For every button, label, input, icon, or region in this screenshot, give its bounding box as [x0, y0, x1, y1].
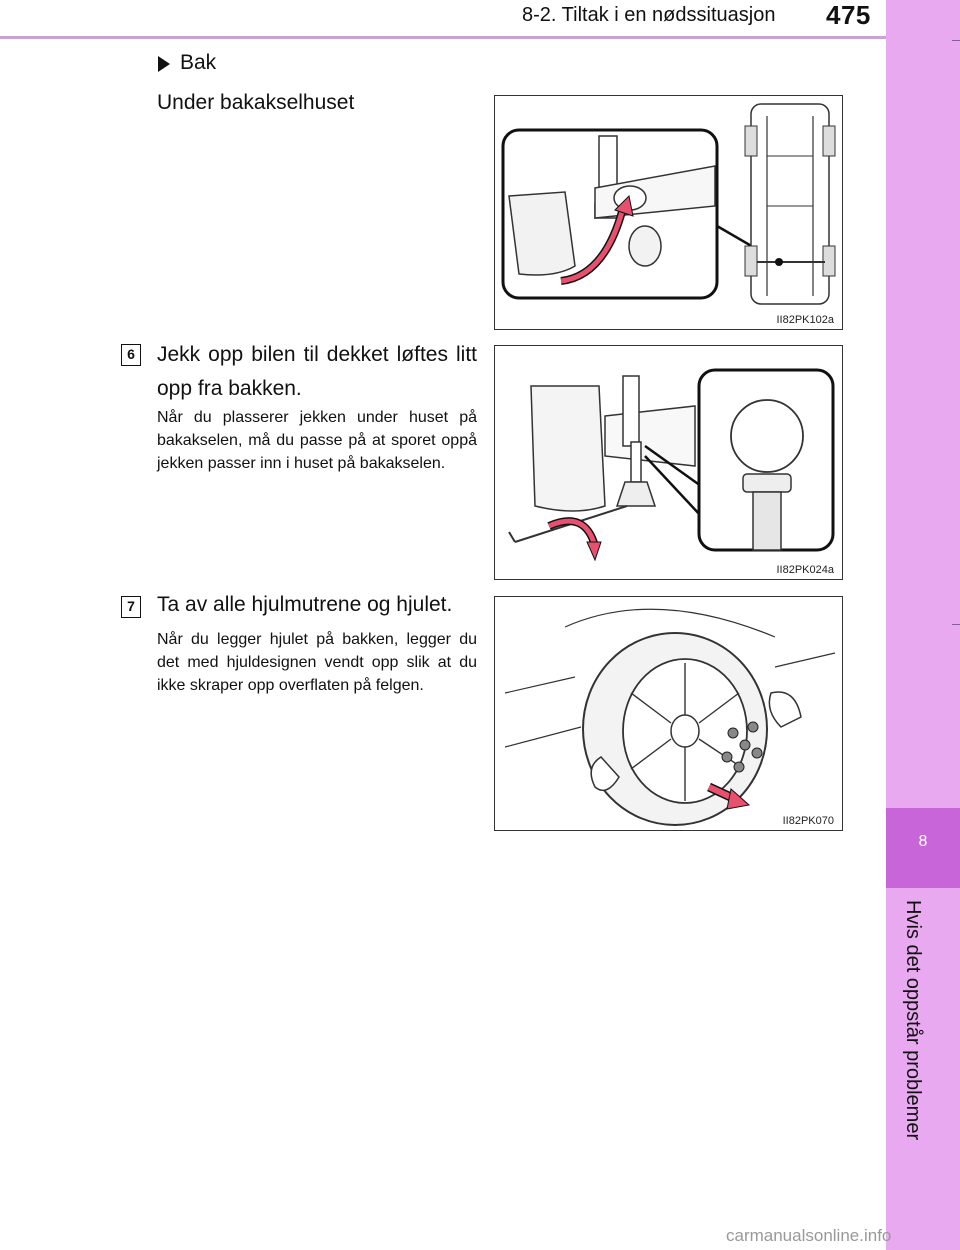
- figure-code: II82PK024a: [776, 564, 834, 576]
- figure-wheel: [494, 596, 843, 831]
- rear-axle-jack-point-illustration: [495, 96, 843, 330]
- step-number-7: 7: [121, 596, 141, 618]
- header-rule: [0, 36, 886, 39]
- watermark-text: carmanualsonline.info: [726, 1226, 892, 1245]
- rear-location-text: Under bakakselhuset: [157, 91, 355, 114]
- jack-under-axle-illustration: [495, 346, 843, 580]
- chapter-title: Hvis det oppstår problemer: [902, 900, 924, 1141]
- tab-tick-mark: [952, 40, 960, 41]
- step-7-note: Når du legger hjulet på bakken, legger du det med hjuldesignen vendt opp slik at du ikke skraper opp overflaten på felgen.: [157, 631, 477, 694]
- step-6-text: Jekk opp bilen til dekket løftes litt opp fra bakken.: [157, 343, 477, 400]
- wheel-removal-illustration: [495, 597, 843, 831]
- section-title: 8-2. Tiltak i en nødssituasjon: [522, 4, 776, 26]
- step-7-text: Ta av alle hjulmutrene og hjulet.: [157, 593, 453, 616]
- step-6-note: Når du plasserer jekken under huset på bakakselen, må du passe på at sporet oppå jekken passer inn i huset på bakakselen.: [157, 409, 477, 472]
- bullet-triangle-icon: [158, 56, 170, 72]
- step-number-6: 6: [121, 344, 141, 366]
- figure-code: II82PK070: [782, 815, 834, 827]
- tab-tick-mark: [952, 624, 960, 625]
- figure-jack: [494, 345, 843, 580]
- figure-code: II82PK102a: [776, 314, 834, 326]
- rear-heading: Bak: [180, 51, 217, 74]
- figure-rear-axle: [494, 95, 843, 330]
- page-number: 475: [826, 0, 871, 30]
- chapter-number: 8: [918, 833, 928, 850]
